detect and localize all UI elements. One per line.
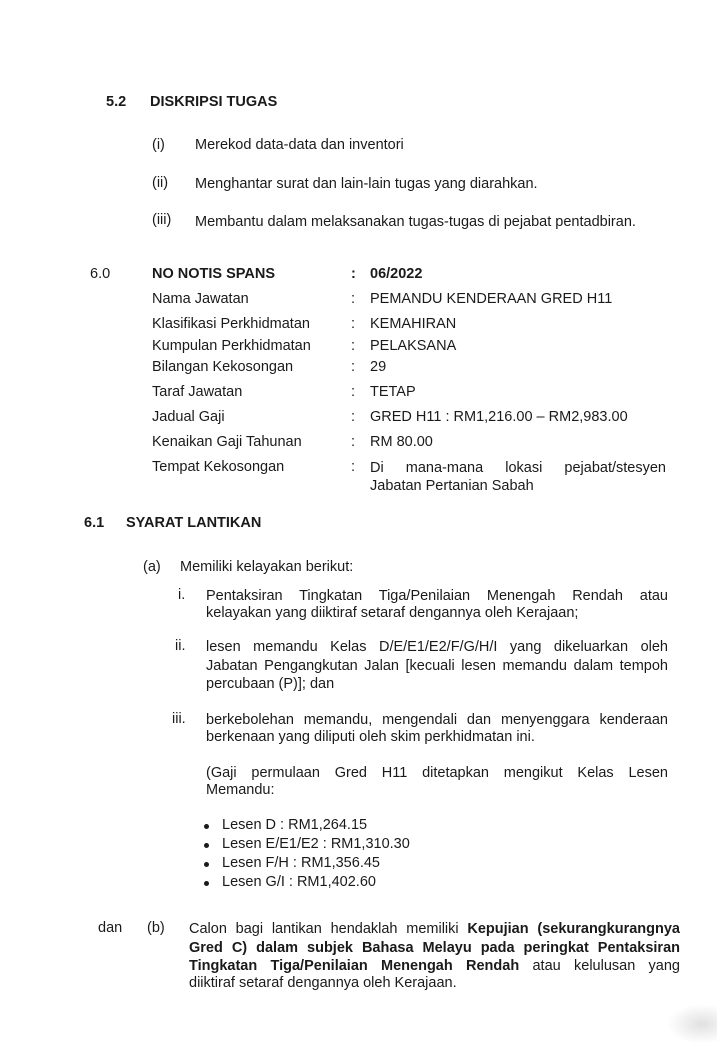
section-number-5-2: 5.2 xyxy=(106,94,127,110)
list-item-line: kelayakan yang diiktiraf setaraf dengannya oleh Kerajaan; xyxy=(206,605,579,621)
note-line: Memandu: xyxy=(206,782,275,798)
list-marker: ii. xyxy=(175,638,186,654)
note-line: (Gaji permulaan Gred H11 ditetapkan mengikut Kelas Lesen xyxy=(206,765,668,781)
bullet-icon xyxy=(204,881,209,886)
row-colon: : xyxy=(351,266,356,282)
row-colon: : xyxy=(351,359,356,375)
row-label: Taraf Jawatan xyxy=(152,384,243,400)
list-item-line: berkenaan yang diliputi oleh skim perkhidmatan ini. xyxy=(206,729,535,745)
list-item: Menghantar surat dan lain-lain tugas yang diarahkan. xyxy=(195,176,538,192)
row-colon: : xyxy=(351,409,356,425)
bullet-icon xyxy=(204,824,209,829)
bullet-icon xyxy=(204,862,209,867)
list-marker: (b) xyxy=(147,920,165,936)
section-number-6-0: 6.0 xyxy=(90,266,111,282)
paragraph-line xyxy=(189,920,680,939)
list-marker: (a) xyxy=(143,559,161,575)
row-value: 06/2022 xyxy=(370,266,423,282)
row-value: RM 80.00 xyxy=(370,434,433,450)
list-item-line: percubaan (P)]; dan xyxy=(206,676,335,692)
page-corner-shadow xyxy=(667,1004,717,1044)
row-value-line: Jabatan Pertanian Sabah xyxy=(370,478,534,494)
paragraph-text: atau kelulusan yang xyxy=(519,958,680,974)
row-colon: : xyxy=(351,434,356,450)
bullet-item: Lesen E/E1/E2 : RM1,310.30 xyxy=(222,836,410,852)
connector-text: dan xyxy=(98,920,123,936)
paragraph-emphasis: Kepujian (sekurangkurangnya xyxy=(467,921,680,937)
list-marker: i. xyxy=(178,587,186,603)
row-label: Tempat Kekosongan xyxy=(152,459,285,475)
list-item-line: lesen memandu Kelas D/E/E1/E2/F/G/H/I yang dikeluarkan oleh xyxy=(206,639,668,655)
row-value: KEMAHIRAN xyxy=(370,316,457,332)
row-label: Klasifikasi Perkhidmatan xyxy=(152,316,310,332)
bullet-icon xyxy=(204,843,209,848)
row-value: GRED H11 : RM1,216.00 – RM2,983.00 xyxy=(370,409,628,425)
row-colon: : xyxy=(351,338,356,354)
bullet-item: Lesen F/H : RM1,356.45 xyxy=(222,855,380,871)
list-item: Membantu dalam melaksanakan tugas-tugas di pejabat pentadbiran. xyxy=(195,214,636,230)
row-label: Nama Jawatan xyxy=(152,291,249,307)
list-marker: (iii) xyxy=(152,212,172,228)
row-label: Jadual Gaji xyxy=(152,409,225,425)
paragraph-line xyxy=(189,957,680,976)
paragraph-text: Calon bagi lantikan hendaklah memiliki xyxy=(189,921,468,937)
list-item-line: berkebolehan memandu, mengendali dan menyenggara kenderaan xyxy=(206,712,668,728)
section-number-6-1: 6.1 xyxy=(84,515,105,531)
section-title-syarat-lantikan: SYARAT LANTIKAN xyxy=(126,515,262,531)
row-colon: : xyxy=(351,384,356,400)
list-marker: (i) xyxy=(152,137,165,153)
list-item: Merekod data-data dan inventori xyxy=(195,137,404,153)
list-item: Memiliki kelayakan berikut: xyxy=(180,559,354,575)
row-value: TETAP xyxy=(370,384,416,400)
row-label: Kenaikan Gaji Tahunan xyxy=(152,434,302,450)
row-value: 29 xyxy=(370,359,387,375)
list-marker: iii. xyxy=(172,711,186,727)
row-label: Kumpulan Perkhidmatan xyxy=(152,338,311,354)
list-item-line: Jabatan Pengangkutan Jalan [kecuali lesen memandu dalam tempoh xyxy=(206,658,668,674)
paragraph-line: diiktiraf setaraf dengannya oleh Kerajaan. xyxy=(189,975,457,991)
paragraph-emphasis: Gred C) dalam subjek Bahasa Melayu pada peringkat Pentaksiran xyxy=(189,940,680,956)
row-value: PELAKSANA xyxy=(370,338,457,354)
paragraph-emphasis: Tingkatan Tiga/Penilaian Menengah Rendah xyxy=(189,958,520,974)
bullet-item: Lesen D : RM1,264.15 xyxy=(222,817,368,833)
list-item-line: Pentaksiran Tingkatan Tiga/Penilaian Menengah Rendah atau xyxy=(206,588,668,604)
row-colon: : xyxy=(351,316,356,332)
section-title-diskripsi-tugas: DISKRIPSI TUGAS xyxy=(150,94,278,110)
row-label: Bilangan Kekosongan xyxy=(152,359,294,375)
row-colon: : xyxy=(351,459,356,475)
row-label: NO NOTIS SPANS xyxy=(152,266,275,282)
bullet-item: Lesen G/I : RM1,402.60 xyxy=(222,874,376,890)
list-marker: (ii) xyxy=(152,175,169,191)
row-value: PEMANDU KENDERAAN GRED H11 xyxy=(370,291,613,307)
row-colon: : xyxy=(351,291,356,307)
row-value-line: Di mana-mana lokasi pejabat/stesyen xyxy=(370,460,666,476)
